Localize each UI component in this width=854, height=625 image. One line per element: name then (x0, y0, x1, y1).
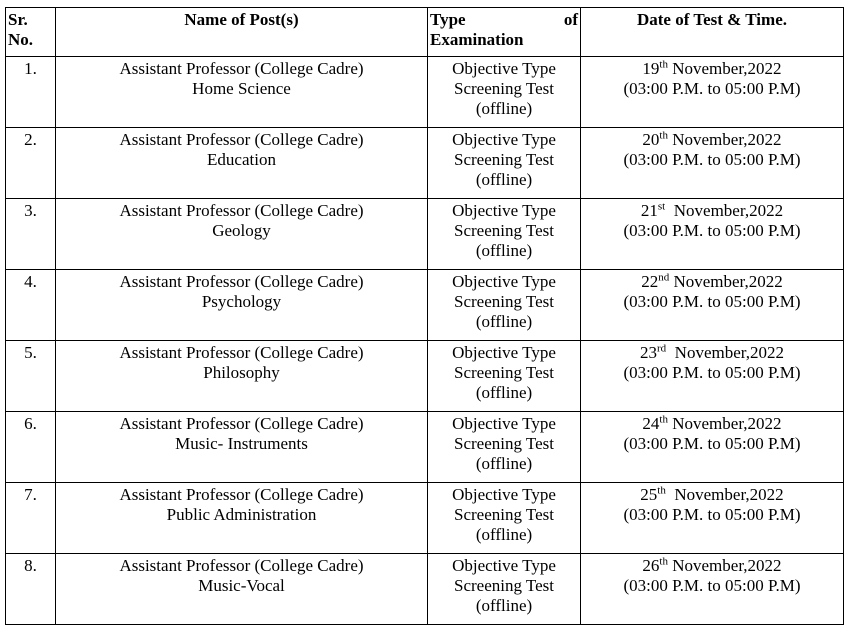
date-suffix: th (659, 58, 668, 71)
test-time: (03:00 P.M. to 05:00 P.M) (623, 363, 801, 382)
date-day: 22 (641, 272, 659, 291)
exam-line2: Screening Test (454, 363, 554, 382)
header-type-of-examination (428, 8, 581, 57)
exam-line3: (offline) (475, 312, 533, 331)
exam-line3: (offline) (475, 170, 533, 189)
exam-line1: Objective Type (452, 130, 556, 149)
date-day: 21 (640, 201, 658, 220)
post-title: Assistant Professor (College Cadre) (119, 343, 364, 362)
exam-line2: Screening Test (454, 150, 554, 169)
cell-post (56, 199, 428, 270)
date-month-year: November,2022 (667, 59, 782, 78)
date-suffix: th (657, 484, 666, 497)
table-row (6, 483, 844, 554)
test-time: (03:00 P.M. to 05:00 P.M) (623, 434, 801, 453)
header-sr-line2: No. (8, 30, 34, 49)
exam-line1: Objective Type (452, 414, 556, 433)
test-date (583, 59, 841, 79)
exam-line2: Screening Test (454, 79, 554, 98)
header-type-word1: Type (430, 10, 466, 29)
cell-date-time (581, 57, 844, 128)
cell-exam-type (428, 270, 581, 341)
date-suffix: th (659, 129, 668, 142)
exam-line3: (offline) (475, 454, 533, 473)
post-title: Assistant Professor (College Cadre) (119, 485, 364, 504)
test-date (583, 414, 841, 434)
header-type-word2: of (563, 10, 578, 29)
cell-sr-no: 6. (6, 412, 56, 483)
test-time: (03:00 P.M. to 05:00 P.M) (623, 292, 801, 311)
header-type-line2: Examination (430, 30, 524, 49)
post-title: Assistant Professor (College Cadre) (119, 130, 364, 149)
cell-date-time (581, 412, 844, 483)
test-date (583, 272, 841, 292)
cell-post (56, 483, 428, 554)
cell-sr-no: 5. (6, 341, 56, 412)
exam-line3: (offline) (475, 525, 533, 544)
test-date (583, 343, 841, 363)
test-time: (03:00 P.M. to 05:00 P.M) (623, 150, 801, 169)
date-month-year: November,2022 (669, 272, 783, 291)
date-month-year: November,2022 (667, 556, 782, 575)
cell-exam-type (428, 57, 581, 128)
exam-line1: Objective Type (452, 343, 556, 362)
exam-line1: Objective Type (452, 485, 556, 504)
cell-date-time (581, 199, 844, 270)
table-row (6, 199, 844, 270)
date-suffix: st (657, 200, 666, 213)
exam-line3: (offline) (475, 241, 533, 260)
date-day: 23 (640, 343, 657, 362)
date-day: 20 (642, 130, 660, 149)
exam-line2: Screening Test (454, 576, 554, 595)
cell-post (56, 57, 428, 128)
header-sr-line1: Sr. (8, 10, 28, 29)
post-subject: Music- Instruments (175, 434, 308, 453)
post-subject: Psychology (201, 292, 282, 311)
post-title: Assistant Professor (College Cadre) (119, 272, 364, 291)
cell-sr-no: 7. (6, 483, 56, 554)
test-time: (03:00 P.M. to 05:00 P.M) (623, 576, 801, 595)
header-sr-no (6, 8, 56, 57)
test-time: (03:00 P.M. to 05:00 P.M) (623, 221, 801, 240)
cell-sr-no: 2. (6, 128, 56, 199)
table-row (6, 57, 844, 128)
cell-post (56, 270, 428, 341)
cell-exam-type (428, 128, 581, 199)
cell-sr-no: 1. (6, 57, 56, 128)
cell-exam-type (428, 483, 581, 554)
date-month-year: November,2022 (667, 414, 782, 433)
exam-line1: Objective Type (452, 556, 556, 575)
date-month-year: November,2022 (666, 343, 784, 362)
exam-line2: Screening Test (454, 434, 554, 453)
post-title: Assistant Professor (College Cadre) (119, 59, 364, 78)
date-month-year: November,2022 (665, 485, 784, 504)
cell-exam-type (428, 341, 581, 412)
table-row (6, 128, 844, 199)
cell-exam-type (428, 199, 581, 270)
header-date-time: Date of Test & Time. (581, 8, 844, 57)
exam-line3: (offline) (475, 383, 533, 402)
header-name-of-post: Name of Post(s) (56, 8, 428, 57)
date-suffix: rd (657, 342, 667, 355)
date-day: 25 (640, 485, 658, 504)
test-date (583, 556, 841, 576)
table-header-row (6, 8, 844, 57)
date-day: 26 (642, 556, 660, 575)
date-suffix: th (659, 555, 668, 568)
cell-date-time (581, 554, 844, 625)
exam-line3: (offline) (475, 596, 533, 615)
post-subject: Geology (212, 221, 271, 240)
cell-post (56, 554, 428, 625)
date-suffix: th (659, 413, 668, 426)
date-month-year: November,2022 (665, 201, 784, 220)
cell-sr-no: 4. (6, 270, 56, 341)
cell-date-time (581, 483, 844, 554)
test-date (583, 201, 841, 221)
cell-post (56, 412, 428, 483)
exam-line1: Objective Type (452, 201, 556, 220)
date-suffix: nd (658, 271, 670, 284)
exam-line2: Screening Test (454, 292, 554, 311)
cell-date-time (581, 341, 844, 412)
cell-exam-type (428, 554, 581, 625)
cell-sr-no: 8. (6, 554, 56, 625)
post-title: Assistant Professor (College Cadre) (119, 201, 364, 220)
test-time: (03:00 P.M. to 05:00 P.M) (623, 505, 801, 524)
exam-schedule-table (5, 7, 844, 625)
exam-line3: (offline) (475, 99, 533, 118)
post-subject: Public Administration (166, 505, 317, 524)
exam-line1: Objective Type (452, 59, 556, 78)
post-subject: Music-Vocal (198, 576, 285, 595)
cell-sr-no: 3. (6, 199, 56, 270)
cell-post (56, 128, 428, 199)
date-month-year: November,2022 (667, 130, 782, 149)
table-row (6, 412, 844, 483)
table-row (6, 341, 844, 412)
post-title: Assistant Professor (College Cadre) (119, 556, 364, 575)
test-time: (03:00 P.M. to 05:00 P.M) (623, 79, 801, 98)
post-title: Assistant Professor (College Cadre) (119, 414, 364, 433)
post-subject: Home Science (192, 79, 291, 98)
post-subject: Philosophy (203, 363, 280, 382)
test-date (583, 130, 841, 150)
exam-line1: Objective Type (452, 272, 556, 291)
cell-date-time (581, 128, 844, 199)
date-day: 24 (642, 414, 660, 433)
date-day: 19 (642, 59, 660, 78)
test-date (583, 485, 841, 505)
exam-line2: Screening Test (454, 221, 554, 240)
cell-post (56, 341, 428, 412)
post-subject: Education (207, 150, 276, 169)
exam-line2: Screening Test (454, 505, 554, 524)
table-row (6, 270, 844, 341)
cell-exam-type (428, 412, 581, 483)
table-row (6, 554, 844, 625)
cell-date-time (581, 270, 844, 341)
